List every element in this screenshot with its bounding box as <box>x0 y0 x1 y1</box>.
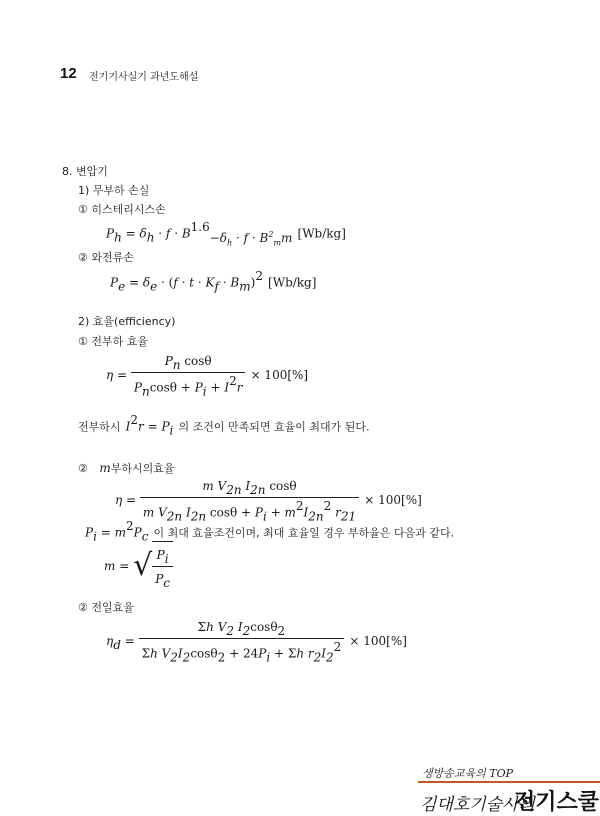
no-load-loss-heading: 1) 무부하 손실 <box>78 184 150 197</box>
full-load-times: × 100[%] <box>250 367 309 382</box>
partial-label-number: ② <box>78 462 92 475</box>
hysteresis-unit: [Wb/kg] <box>297 226 346 241</box>
hysteresis-formula: $P_h = \delta_h \cdot f \cdot B^{1.6}_{-\delta_h \cdot f \cdot B^2_mm}$ [Wb/kg] <box>106 220 346 247</box>
full-load-condition-pre: 전부하시 <box>78 420 121 434</box>
load-ratio-formula: m = √ $\frac{P_i}{P_c}$ <box>104 541 173 590</box>
partial-load-efficiency-label: ② m부하시의효율 <box>78 461 175 475</box>
footer-author: 김대호기술사의 <box>420 795 535 815</box>
footer-tagline: 생방송교육의 TOP <box>422 767 514 780</box>
full-load-condition-post: 의 조건이 만족되면 효율이 최대가 된다. <box>178 420 370 434</box>
page-number: 12 <box>60 65 77 82</box>
eddy-current-label: ② 와전류손 <box>78 251 134 264</box>
footer-brand-logo: 전기스쿨 <box>514 790 600 815</box>
footer-divider <box>418 781 600 783</box>
max-efficiency-condition-text: 이 최대 효율조건이며, 최대 효율일 경우 부하율은 다음과 같다. <box>153 526 455 540</box>
hysteresis-label: ① 히스테리시스손 <box>78 203 166 216</box>
max-efficiency-condition: $P_i = m^2P_c$ 이 최대 효율조건이며, 최대 효율일 경우 부하율은 다음과 같다. <box>85 519 455 544</box>
partial-load-efficiency-formula: η = $\frac{m V_{2n} I_{2n} \cos\theta}{m V_{2n} I_{2n} \cos\theta + P_i + m^2I_{2n}^2 r_{21}}$ × 100[%] <box>115 479 422 524</box>
all-day-efficiency-formula: $\eta_d$ = $\frac{\Sigma h V_2 I_2\cos\theta_2}{\Sigma h V_2I_2\cos\theta_2 + 24P_i + \Sigma h r_2I_2^2}$ × 100[%] <box>106 620 407 665</box>
partial-load-times: × 100[%] <box>364 492 422 507</box>
book-title: 전기기사실기 과년도해설 <box>89 72 199 83</box>
full-load-condition: 전부하시 $I^2r = P_i$ 의 조건이 만족되면 효율이 최대가 된다. <box>78 413 370 438</box>
all-day-efficiency-label: ② 전일효율 <box>78 601 134 614</box>
full-load-efficiency-formula: η = $\frac{P_n \cos\theta}{P_n\cos\theta + P_i + I^2r}$ × 100[%] <box>106 354 309 399</box>
eddy-current-unit: [Wb/kg] <box>268 275 317 290</box>
eddy-current-formula: $P_e = \delta_e \cdot (f \cdot t \cdot K_f \cdot B_m)^2$ [Wb/kg] <box>110 269 317 294</box>
efficiency-heading: 2) 효율(efficiency) <box>78 315 176 328</box>
all-day-times: × 100[%] <box>349 633 407 648</box>
section-title: 8. 변압기 <box>62 165 108 178</box>
partial-label-rest: 부하시의효율 <box>110 462 175 475</box>
full-load-efficiency-label: ① 전부하 효율 <box>78 335 148 348</box>
